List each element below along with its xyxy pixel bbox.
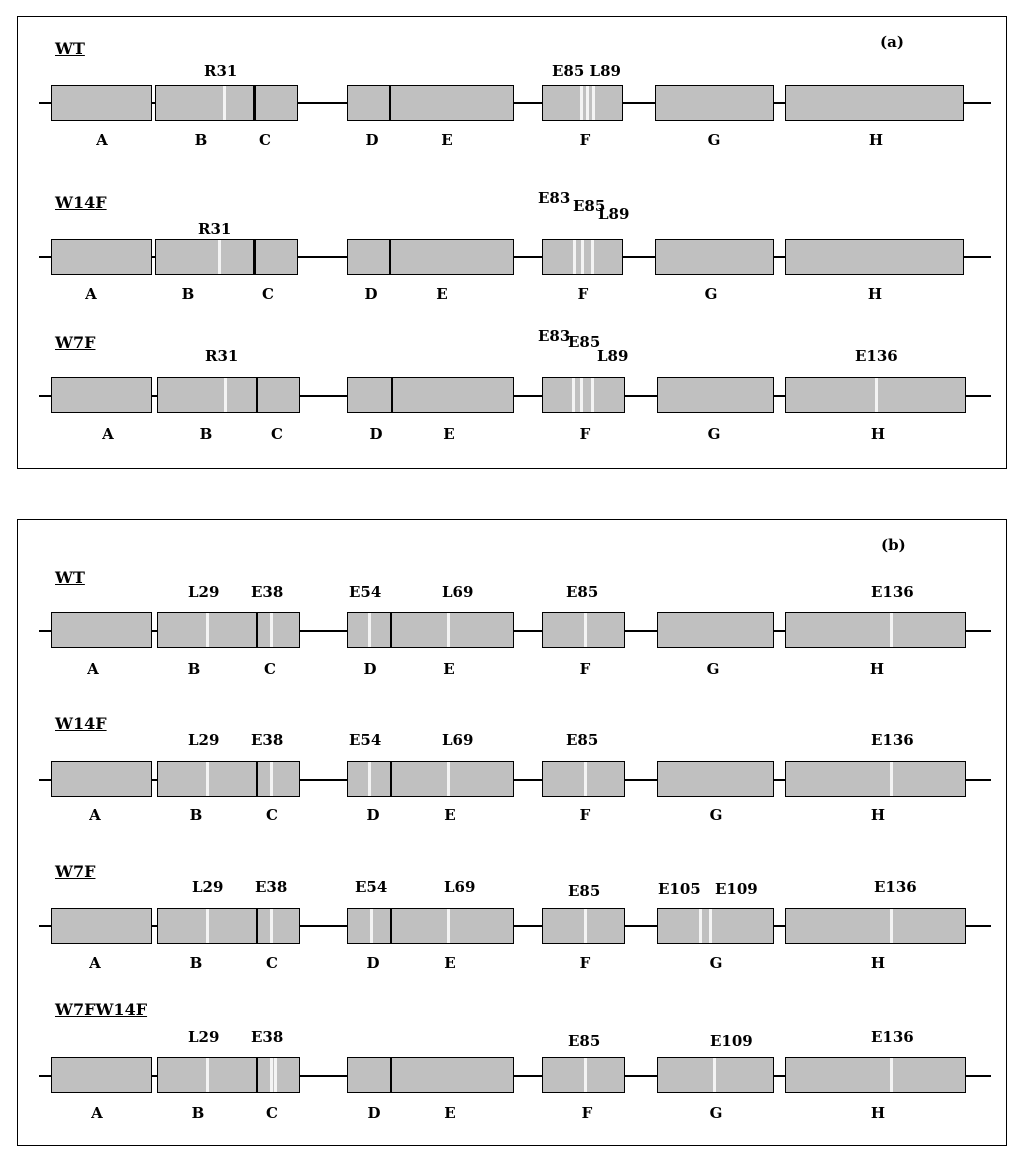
residue-label: E85 xyxy=(566,731,599,749)
variant-row xyxy=(18,327,1006,443)
helix-segment xyxy=(542,612,625,648)
helix-segment xyxy=(347,377,514,413)
residue-label: L69 xyxy=(442,583,474,601)
helix-label: C xyxy=(262,285,274,303)
helix-segment xyxy=(157,761,300,797)
residue-label: E85 xyxy=(566,583,599,601)
helix-segment xyxy=(157,1057,300,1093)
variant-label: WT xyxy=(55,39,85,58)
helix-label: E xyxy=(444,1104,456,1122)
helix-label: H xyxy=(868,131,884,149)
helix-segment xyxy=(542,761,625,797)
helix-label: B xyxy=(199,425,213,443)
helix-divider xyxy=(253,86,256,120)
helix-label: B xyxy=(181,285,195,303)
residue-marker xyxy=(223,86,226,120)
helix-label: C xyxy=(266,806,278,824)
residue-label: E38 xyxy=(251,731,284,749)
variant-label: WT xyxy=(55,568,85,587)
residue-label: R31 xyxy=(204,62,238,80)
residue-marker xyxy=(890,1058,893,1092)
variant-row xyxy=(18,862,1006,972)
helix-segment xyxy=(655,85,774,121)
helix-segment xyxy=(347,1057,514,1093)
residue-marker xyxy=(890,613,893,647)
residue-marker xyxy=(713,1058,716,1092)
residue-label: E38 xyxy=(251,583,284,601)
panel-a xyxy=(17,16,1007,469)
residue-marker xyxy=(270,1058,273,1092)
residue-marker xyxy=(699,909,702,943)
residue-marker xyxy=(890,909,893,943)
helix-label: D xyxy=(365,131,379,149)
residue-marker xyxy=(270,762,273,796)
helix-divider xyxy=(256,762,258,796)
helix-segment xyxy=(785,1057,966,1093)
residue-label: L29 xyxy=(188,731,220,749)
helix-label: A xyxy=(87,660,99,678)
residue-marker xyxy=(581,240,584,274)
residue-marker xyxy=(368,762,371,796)
variant-row xyxy=(18,714,1006,824)
helix-label: E xyxy=(436,285,448,303)
residue-marker xyxy=(709,909,712,943)
helix-label: H xyxy=(867,285,883,303)
helix-label: A xyxy=(89,954,101,972)
residue-label: E85 xyxy=(573,197,606,215)
helix-label: H xyxy=(870,954,886,972)
helix-label: D xyxy=(364,285,378,303)
helix-segment xyxy=(657,908,774,944)
residue-label: L29 xyxy=(188,583,220,601)
residue-marker xyxy=(591,378,594,412)
helix-divider xyxy=(389,86,391,120)
helix-label: E xyxy=(441,131,453,149)
residue-marker xyxy=(584,909,587,943)
residue-label: L29 xyxy=(192,878,224,896)
helix-divider xyxy=(390,1058,392,1092)
variant-row xyxy=(18,39,1006,149)
helix-label: F xyxy=(579,660,591,678)
helix-segment xyxy=(657,612,774,648)
residue-marker xyxy=(368,613,371,647)
helix-label: B xyxy=(189,806,203,824)
helix-segment xyxy=(51,377,152,413)
residue-label: E85 L89 xyxy=(552,62,621,80)
helix-segment xyxy=(51,908,152,944)
helix-label: D xyxy=(369,425,383,443)
helix-segment xyxy=(155,85,298,121)
variant-row xyxy=(18,568,1006,678)
helix-label: A xyxy=(89,806,101,824)
helix-label: C xyxy=(266,954,278,972)
helix-divider xyxy=(256,378,258,412)
residue-label: E83 xyxy=(538,327,571,345)
residue-label: E136 xyxy=(871,731,914,749)
residue-marker xyxy=(206,613,209,647)
helix-label: F xyxy=(579,131,591,149)
residue-label: E85 xyxy=(568,1032,601,1050)
residue-marker xyxy=(591,240,594,274)
helix-label: C xyxy=(266,1104,278,1122)
variant-label: W14F xyxy=(55,714,107,733)
helix-divider xyxy=(253,240,256,274)
helix-label: G xyxy=(707,131,721,149)
residue-marker xyxy=(890,762,893,796)
helix-segment xyxy=(542,239,623,275)
residue-label: E136 xyxy=(871,1028,914,1046)
variant-row xyxy=(18,1000,1006,1122)
helix-label: C xyxy=(264,660,276,678)
helix-segment xyxy=(657,377,774,413)
variant-label: W7FW14F xyxy=(55,1000,148,1019)
helix-segment xyxy=(51,1057,152,1093)
helix-label: H xyxy=(870,425,886,443)
helix-divider xyxy=(390,762,392,796)
helix-label: D xyxy=(366,806,380,824)
residue-label: E85 xyxy=(568,882,601,900)
helix-label: G xyxy=(709,806,723,824)
residue-marker xyxy=(274,1058,277,1092)
variant-label: W14F xyxy=(55,193,107,212)
residue-marker xyxy=(224,378,227,412)
residue-marker xyxy=(584,1058,587,1092)
residue-label: E54 xyxy=(349,731,382,749)
helix-label: F xyxy=(577,285,589,303)
residue-marker xyxy=(447,762,450,796)
helix-segment xyxy=(655,239,774,275)
helix-divider xyxy=(390,909,392,943)
residue-marker xyxy=(586,86,589,120)
helix-segment xyxy=(347,239,514,275)
helix-label: F xyxy=(579,806,591,824)
helix-segment xyxy=(347,908,514,944)
residue-label: E136 xyxy=(855,347,898,365)
residue-marker xyxy=(580,86,583,120)
helix-label: D xyxy=(367,1104,381,1122)
residue-label: E38 xyxy=(251,1028,284,1046)
helix-label: G xyxy=(709,1104,723,1122)
helix-segment xyxy=(155,239,298,275)
helix-divider xyxy=(391,378,393,412)
helix-label: G xyxy=(704,285,718,303)
residue-label: E105 xyxy=(658,880,701,898)
helix-segment xyxy=(785,377,966,413)
helix-segment xyxy=(542,85,623,121)
helix-divider xyxy=(390,613,392,647)
variant-row xyxy=(18,189,1006,303)
helix-label: A xyxy=(96,131,108,149)
helix-segment xyxy=(157,377,300,413)
residue-label: L69 xyxy=(442,731,474,749)
helix-label: D xyxy=(363,660,377,678)
helix-label: F xyxy=(581,1104,593,1122)
residue-marker xyxy=(218,240,221,274)
panel-tag: (a) xyxy=(880,33,904,51)
helix-label: G xyxy=(707,425,721,443)
residue-marker xyxy=(573,240,576,274)
helix-label: H xyxy=(870,1104,886,1122)
helix-label: A xyxy=(102,425,114,443)
residue-marker xyxy=(447,613,450,647)
helix-segment xyxy=(785,908,966,944)
helix-segment xyxy=(657,1057,774,1093)
residue-label: R31 xyxy=(205,347,239,365)
helix-label: H xyxy=(870,806,886,824)
helix-divider xyxy=(389,240,391,274)
residue-label: L89 xyxy=(598,205,630,223)
residue-label: E136 xyxy=(874,878,917,896)
residue-label: E85 xyxy=(568,333,601,351)
helix-label: G xyxy=(706,660,720,678)
residue-label: R31 xyxy=(198,220,232,238)
residue-label: E83 xyxy=(538,189,571,207)
residue-marker xyxy=(206,909,209,943)
helix-segment xyxy=(785,239,964,275)
residue-label: L89 xyxy=(597,347,629,365)
helix-segment xyxy=(347,761,514,797)
residue-marker xyxy=(584,762,587,796)
helix-label: B xyxy=(187,660,201,678)
helix-label: A xyxy=(85,285,97,303)
helix-divider xyxy=(256,909,258,943)
residue-label: E54 xyxy=(355,878,388,896)
variant-label: W7F xyxy=(55,862,96,881)
helix-divider xyxy=(256,613,258,647)
helix-divider xyxy=(256,1058,258,1092)
helix-segment xyxy=(785,85,964,121)
residue-label: L29 xyxy=(188,1028,220,1046)
residue-marker xyxy=(580,378,583,412)
residue-label: L69 xyxy=(444,878,476,896)
helix-label: F xyxy=(579,425,591,443)
residue-marker xyxy=(584,613,587,647)
residue-marker xyxy=(206,1058,209,1092)
helix-label: F xyxy=(579,954,591,972)
helix-label: E xyxy=(444,954,456,972)
helix-label: A xyxy=(91,1104,103,1122)
helix-segment xyxy=(347,85,514,121)
helix-label: B xyxy=(191,1104,205,1122)
residue-label: E109 xyxy=(715,880,758,898)
residue-marker xyxy=(592,86,595,120)
helix-label: G xyxy=(709,954,723,972)
helix-segment xyxy=(542,1057,625,1093)
residue-label: E109 xyxy=(710,1032,753,1050)
residue-marker xyxy=(270,613,273,647)
helix-label: B xyxy=(189,954,203,972)
residue-marker xyxy=(447,909,450,943)
residue-marker xyxy=(572,378,575,412)
residue-marker xyxy=(270,909,273,943)
helix-segment xyxy=(51,612,152,648)
residue-label: E38 xyxy=(255,878,288,896)
helix-segment xyxy=(347,612,514,648)
helix-segment xyxy=(542,377,625,413)
helix-segment xyxy=(51,761,152,797)
helix-segment xyxy=(157,908,300,944)
helix-label: E xyxy=(443,660,455,678)
residue-label: E54 xyxy=(349,583,382,601)
residue-marker xyxy=(206,762,209,796)
helix-segment xyxy=(51,85,152,121)
helix-label: B xyxy=(194,131,208,149)
residue-marker xyxy=(875,378,878,412)
helix-segment xyxy=(657,761,774,797)
helix-label: E xyxy=(443,425,455,443)
helix-segment xyxy=(785,612,966,648)
panel-b xyxy=(17,519,1007,1146)
helix-label: E xyxy=(444,806,456,824)
helix-label: D xyxy=(366,954,380,972)
variant-label: W7F xyxy=(55,333,96,352)
panel-tag: (b) xyxy=(881,536,906,554)
residue-label: E136 xyxy=(871,583,914,601)
helix-segment xyxy=(157,612,300,648)
residue-marker xyxy=(370,909,373,943)
helix-segment xyxy=(51,239,152,275)
helix-label: C xyxy=(259,131,271,149)
helix-segment xyxy=(785,761,966,797)
helix-label: H xyxy=(869,660,885,678)
helix-segment xyxy=(542,908,625,944)
helix-label: C xyxy=(271,425,283,443)
